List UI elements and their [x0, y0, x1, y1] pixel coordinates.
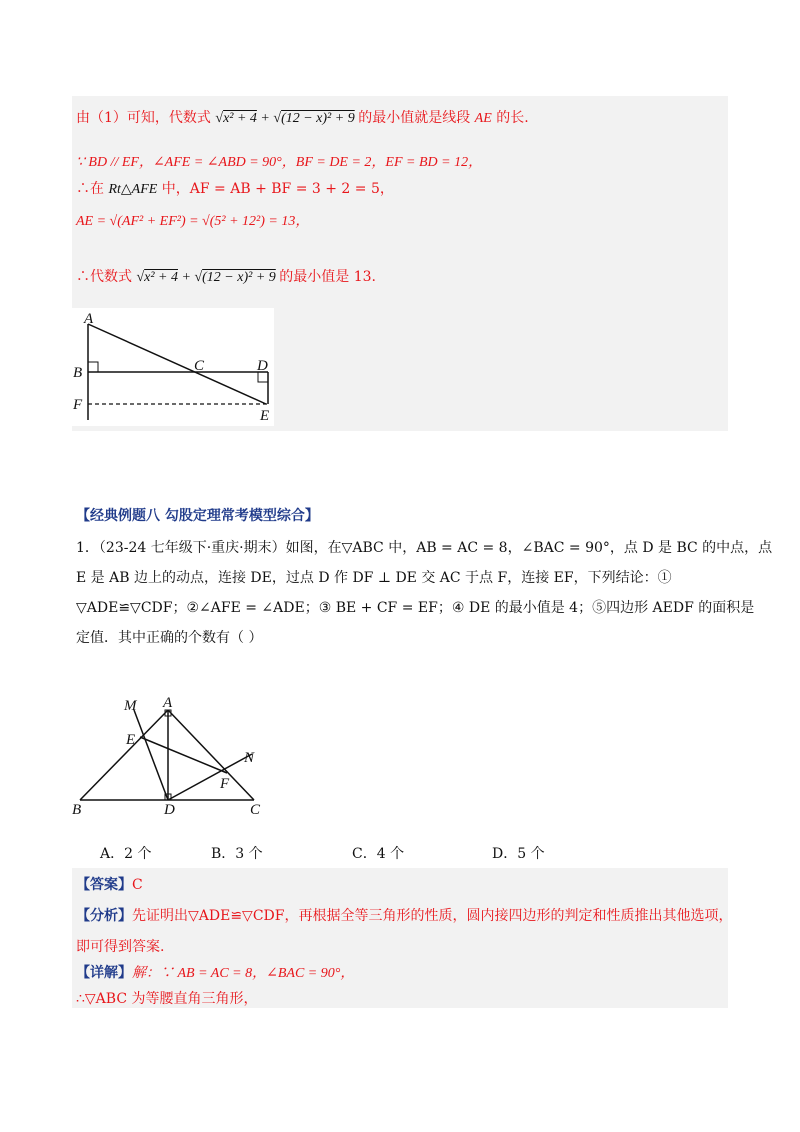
option-a[interactable]: A．2 个: [100, 846, 152, 862]
answer-panel: [72, 868, 728, 1008]
solution-line-5: [76, 266, 376, 286]
solution-line-2: ∵ BD // EF，∠AFE = ∠ABD = 90°，BF = DE = 2，EF = BD = 12，: [76, 155, 483, 170]
point-label-E: E: [126, 732, 136, 748]
sqrt-term-2: (12 − x)² + 9: [281, 111, 355, 126]
sqrt-term-1: x² + 4: [223, 111, 257, 126]
analysis-tag: 【分析】: [76, 908, 132, 924]
point-label-M: M: [124, 698, 137, 714]
analysis-line-2: 即可得到答案.: [76, 939, 165, 955]
section-header: 【经典例题八 勾股定理常考模型综合】: [76, 508, 319, 524]
algebraic-expression: √x² + 4 + √(12 − x)² + 9: [136, 270, 276, 285]
solution-line-3: [76, 178, 394, 198]
point-label-F: F: [73, 397, 83, 413]
solution-text: 中，AF = AB + BF = 3 + 2 = 5，: [161, 181, 394, 197]
point-label-A: A: [163, 695, 173, 711]
segment-label: AE: [474, 111, 492, 126]
point-label-B: B: [73, 365, 83, 381]
problem-line-3: ▽ADE≌▽CDF；②∠AFE = ∠ADE；③ BE + CF = EF；④ DE 的最小值是 4；⑤四边形 AEDF 的面积是: [76, 600, 755, 616]
problem-line-4: 定值．其中正确的个数有（ ）: [76, 630, 263, 646]
solution-line-4: AE = √(AF² + EF²) = √(5² + 12²) = 13，: [76, 214, 310, 229]
option-c[interactable]: C．4 个: [352, 846, 405, 862]
plus-sign: +: [260, 111, 270, 126]
problem-line-2: E 是 AB 边上的动点，连接 DE，过点 D 作 DF ⊥ DE 交 AC 于点 F，连接 EF，下列结论：①: [76, 570, 672, 586]
solution-text: ∴在: [76, 181, 104, 197]
detail-text: 解：∵ AB = AC = 8，∠BAC = 90°，: [132, 966, 355, 981]
point-label-N: N: [244, 750, 255, 766]
point-label-E: E: [260, 408, 270, 424]
solution-text: 的长.: [496, 110, 529, 126]
answer-tag: 【答案】: [76, 877, 132, 893]
algebraic-expression: √x² + 4 + √(12 − x)² + 9: [215, 111, 355, 126]
detail-tag: 【详解】: [76, 965, 132, 981]
option-d[interactable]: D．5 个: [492, 846, 545, 862]
analysis-line-1: [76, 905, 732, 925]
geometry-figure-2: [70, 690, 270, 818]
point-label-D: D: [257, 358, 268, 374]
point-label-C: C: [194, 358, 205, 374]
sqrt-term-1: x² + 4: [144, 270, 178, 285]
option-b[interactable]: B．3 个: [211, 846, 263, 862]
point-label-B: B: [72, 802, 82, 818]
point-label-F: F: [220, 776, 230, 792]
detail-line-2: ∴▽ABC 为等腰直角三角形，: [76, 991, 258, 1007]
answer-value: C: [132, 877, 143, 893]
point-label-C: C: [250, 802, 261, 818]
answer-line: [76, 874, 143, 894]
triangle-label: Rt△AFE: [108, 182, 158, 197]
analysis-text: 先证明出▽ADE≌▽CDF，再根据全等三角形的性质，圆内接四边形的判定和性质推出其他选项，: [132, 908, 733, 924]
geometry-figure-1: [72, 308, 274, 426]
solution-text: 的最小值就是线段: [358, 110, 471, 126]
sqrt-term-2: (12 − x)² + 9: [202, 270, 276, 285]
solution-line-1: [76, 107, 529, 127]
plus-sign: +: [181, 270, 191, 285]
solution-text: 的最小值是 13.: [279, 269, 376, 285]
problem-line-1: 1．（23-24 七年级下·重庆·期末）如图，在▽ABC 中，AB = AC = 8，∠BAC = 90°，点 D 是 BC 的中点，点: [76, 540, 773, 556]
point-label-D: D: [164, 802, 175, 818]
solution-text: ∴代数式: [76, 269, 132, 285]
point-label-A: A: [84, 311, 94, 327]
solution-text: 由（1）可知，代数式: [76, 110, 211, 126]
detail-line-1: [76, 962, 354, 982]
